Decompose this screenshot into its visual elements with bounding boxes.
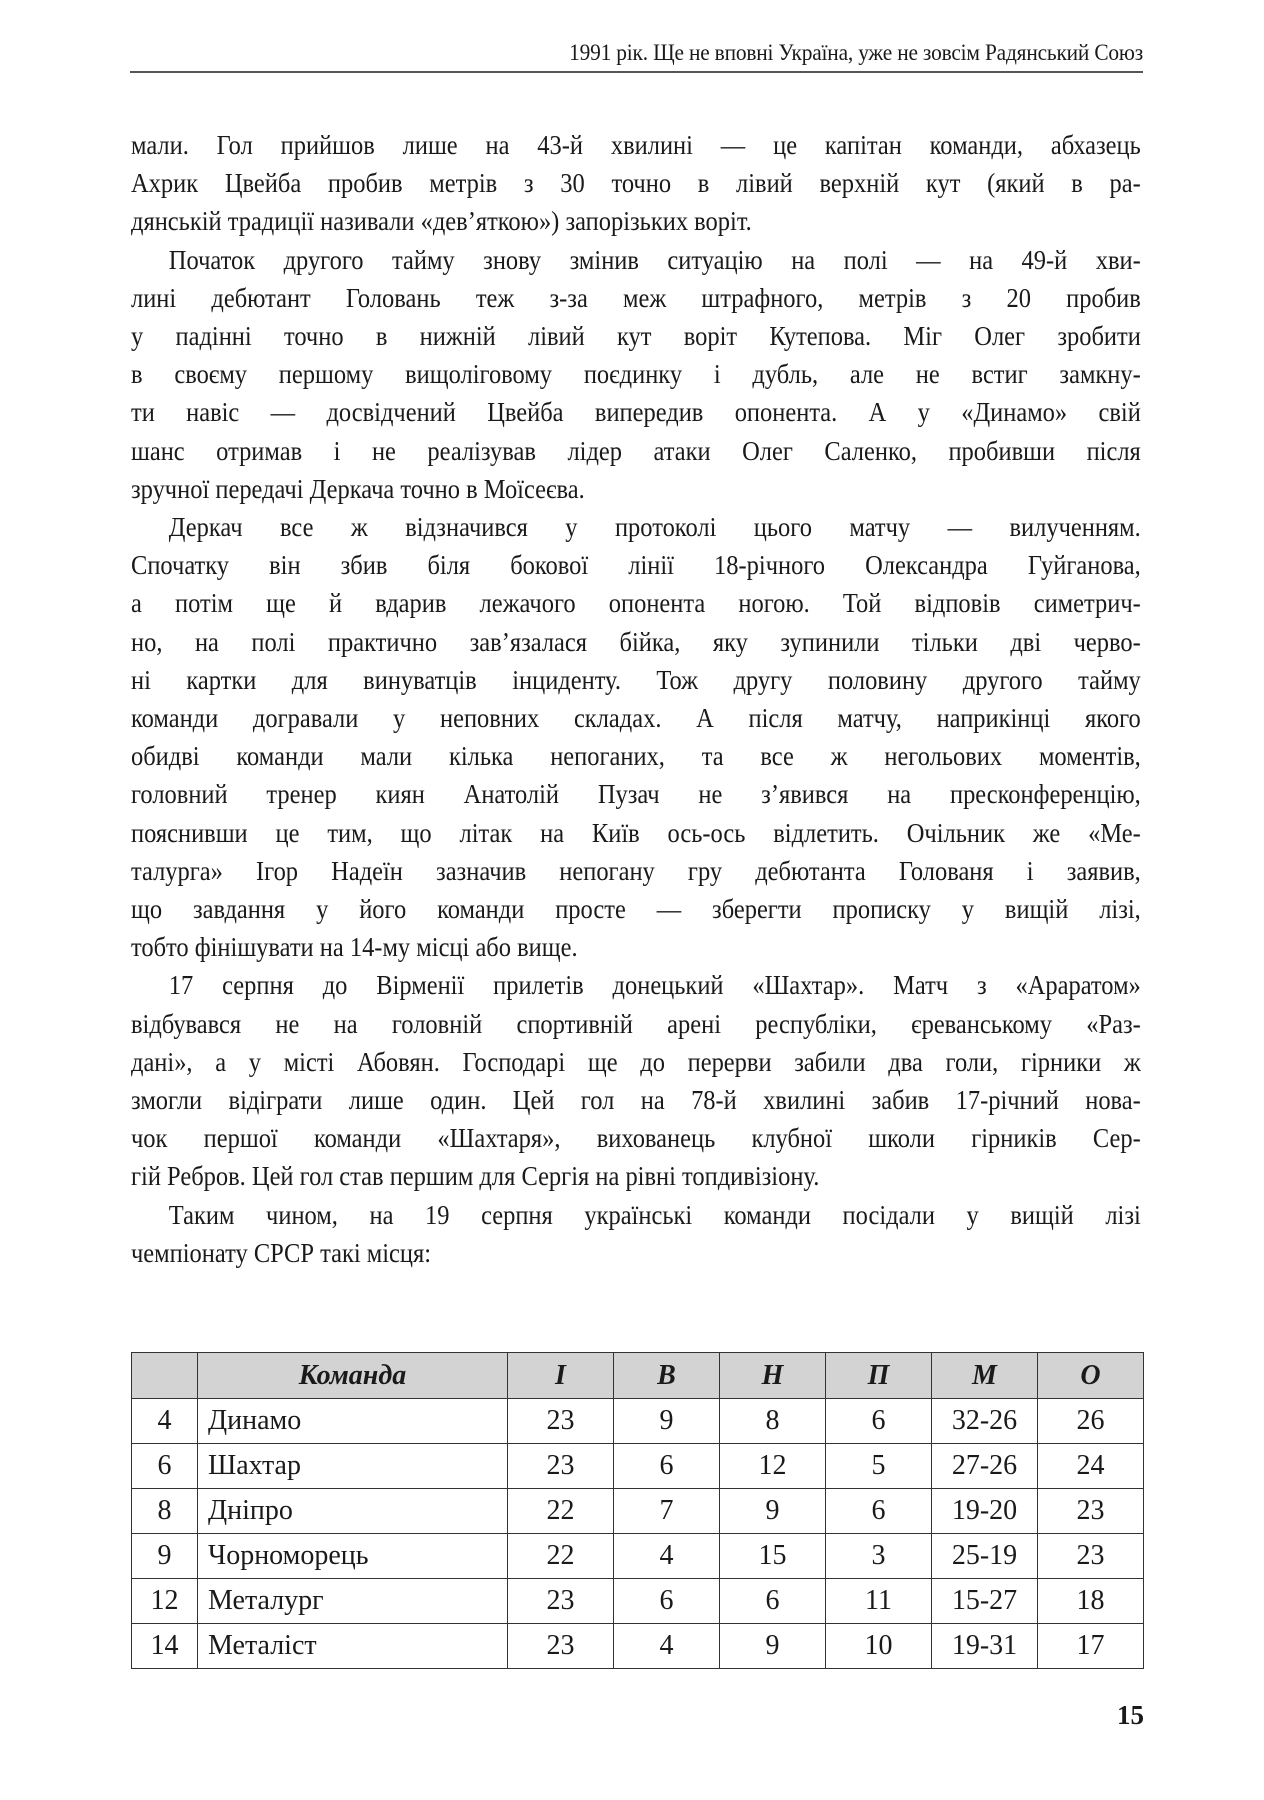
running-head: 1991 рік. Ще не вповні Україна, уже не зовсім Радянський Союз [569,40,1143,65]
paragraph [131,241,1141,508]
table-row [132,1624,1144,1669]
cell-position: 4 [132,1399,198,1444]
header-losses: П [826,1353,932,1399]
cell-goals: 27-26 [932,1444,1038,1489]
text-line: дянській традиції називали «дев’яткою») запорізьких воріт. [131,206,752,237]
cell-losses: 5 [826,1444,932,1489]
cell-games: 23 [508,1579,614,1624]
cell-losses: 6 [826,1489,932,1534]
cell-games: 23 [508,1399,614,1444]
cell-team: Металург [198,1579,508,1624]
cell-goals: 19-20 [932,1489,1038,1534]
cell-position: 6 [132,1444,198,1489]
text-line: ні картки для винуватців інциденту. Тож другу половину другого тайму [131,664,1141,695]
cell-position: 9 [132,1534,198,1579]
cell-losses: 11 [826,1579,932,1624]
text-line: відбувався не на головній спортивній арені республіки, єреванському «Раз- [131,1008,1141,1039]
paragraph [131,508,1141,966]
cell-position: 8 [132,1489,198,1534]
cell-games: 23 [508,1624,614,1669]
cell-points: 17 [1038,1624,1144,1669]
cell-team: Металіст [198,1624,508,1669]
header-wins: В [614,1353,720,1399]
text-line: чемпіонату СРСР такі місця: [131,1237,432,1268]
header-position [132,1353,198,1399]
table-row [132,1444,1144,1489]
cell-team: Дніпро [198,1489,508,1534]
text-line: в своєму першому вищоліговому поєдинку і дубль, але не встиг замкну- [131,359,1141,390]
table-row [132,1534,1144,1579]
table-row [132,1579,1144,1624]
text-line: Таким чином, на 19 серпня українські команди посідали у вищій лізі [168,1199,1141,1230]
cell-wins: 4 [614,1624,720,1669]
cell-wins: 6 [614,1579,720,1624]
text-line: головний тренер киян Анатолій Пузач не з’явився на пресконференцію, [131,779,1141,810]
table-row [132,1489,1144,1534]
cell-draws: 15 [720,1534,826,1579]
text-line: ти навіс — досвідчений Цвейба випередив опонента. А у «Динамо» свій [131,397,1141,428]
text-line: талурга» Ігор Надеїн зазначив непогану гру дебютанта Голованя і заявив, [131,855,1141,886]
cell-losses: 10 [826,1624,932,1669]
cell-points: 26 [1038,1399,1144,1444]
text-line: но, на полі практично зав’язалася бійка, яку зупинили тільки дві черво- [131,626,1141,657]
text-line: що завдання у його команди просте — зберегти прописку у вищій лізі, [131,894,1141,925]
cell-position: 12 [132,1579,198,1624]
text-line: пояснивши це тим, що літак на Київ ось-ось відлетить. Очільник же «Ме- [131,817,1141,848]
text-line: мали. Гол прийшов лише на 43-й хвилині — це капітан команди, абхазець [131,130,1141,160]
text-line: дані», а у місті Абовян. Господарі ще до перерви забили два голи, гірники ж [131,1046,1141,1077]
cell-points: 23 [1038,1489,1144,1534]
header-games: І [508,1353,614,1399]
cell-wins: 9 [614,1399,720,1444]
standings-table [131,1352,1144,1669]
text-line: тобто фінішувати на 14-му місці або вище. [131,932,578,963]
cell-losses: 3 [826,1534,932,1579]
text-line: Ахрик Цвейба пробив метрів з 30 точно в лівий верхній кут (який в ра- [131,168,1141,199]
text-line: чок першої команди «Шахтаря», вихованець клубної школи гірників Сер- [131,1123,1141,1154]
paragraph [131,126,1141,241]
text-line: зручної передачі Деркача точно в Моїсеєва. [131,473,585,504]
text-line: команди догравали у неповних складах. А після матчу, наприкінці якого [131,703,1141,734]
cell-team: Шахтар [198,1444,508,1489]
cell-wins: 7 [614,1489,720,1534]
header-goals: М [932,1353,1038,1399]
text-line: шанс отримав і не реалізував лідер атаки Олег Саленко, пробивши після [131,435,1141,466]
text-line: Спочатку він збив біля бокової лінії 18-річного Олександра Гуйганова, [131,550,1141,581]
cell-team: Динамо [198,1399,508,1444]
body-text [131,126,1141,1272]
cell-points: 18 [1038,1579,1144,1624]
cell-draws: 12 [720,1444,826,1489]
text-line: а потім ще й вдарив лежачого опонента ногою. Той відповів симетрич- [131,588,1141,619]
cell-position: 14 [132,1624,198,1669]
header-draws: Н [720,1353,826,1399]
cell-points: 24 [1038,1444,1144,1489]
text-line: гій Ребров. Цей гол став першим для Сергія на рівні топдивізіону. [131,1161,820,1192]
text-line: 17 серпня до Вірменії прилетів донецький «Шахтар». Матч з «Араратом» [168,970,1141,1001]
paragraph [131,1196,1141,1272]
paragraph [131,966,1141,1195]
cell-wins: 6 [614,1444,720,1489]
cell-draws: 6 [720,1579,826,1624]
header-rule [130,71,1143,73]
cell-goals: 15-27 [932,1579,1038,1624]
text-line: змогли відіграти лише один. Цей гол на 78-й хвилині забив 17-річний нова- [131,1085,1141,1116]
cell-goals: 32-26 [932,1399,1038,1444]
page-number: 15 [1117,1700,1144,1730]
cell-games: 23 [508,1444,614,1489]
text-line: лині дебютант Головань теж з-за меж штрафного, метрів з 20 пробив [131,282,1141,313]
table-row [132,1399,1144,1444]
cell-team: Чорноморець [198,1534,508,1579]
text-line: Початок другого тайму знову змінив ситуацію на полі — на 49-й хви- [168,244,1141,275]
cell-draws: 8 [720,1399,826,1444]
text-line: Деркач все ж відзначився у протоколі цього матчу — вилученням. [168,512,1141,543]
cell-points: 23 [1038,1534,1144,1579]
cell-draws: 9 [720,1489,826,1534]
cell-wins: 4 [614,1534,720,1579]
text-line: у падінні точно в нижній лівий кут воріт Кутепова. Міг Олег зробити [131,321,1141,352]
table-header-row [132,1353,1144,1399]
header-points: О [1038,1353,1144,1399]
header-team: Команда [198,1353,508,1399]
cell-games: 22 [508,1534,614,1579]
cell-goals: 19-31 [932,1624,1038,1669]
cell-losses: 6 [826,1399,932,1444]
text-line: обидві команди мали кілька непоганих, та все ж негольових моментів, [131,741,1141,772]
cell-draws: 9 [720,1624,826,1669]
cell-goals: 25-19 [932,1534,1038,1579]
cell-games: 22 [508,1489,614,1534]
